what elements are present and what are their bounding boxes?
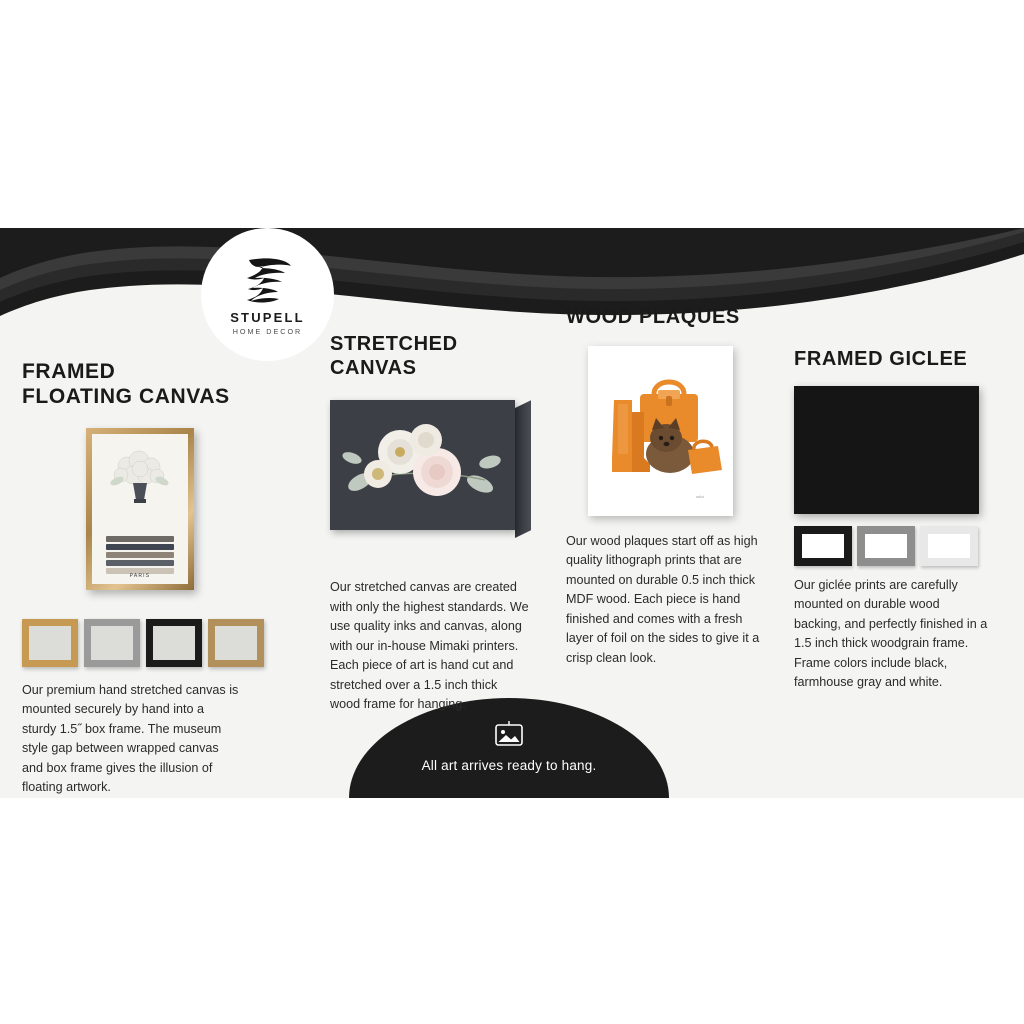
ready-to-hang-text: All art arrives ready to hang.: [421, 758, 597, 773]
plaque-face: [588, 346, 733, 516]
artwork-print: [799, 391, 974, 509]
header-wave-band: [0, 228, 1024, 348]
column-title: FRAMED GICLEE: [794, 348, 968, 370]
stretched-canvas-artwork: [330, 400, 535, 560]
white-roses-illustration: [330, 400, 515, 530]
wood-plaque-artwork: [566, 346, 766, 516]
black-frame-swatch: [146, 619, 202, 667]
canvas-side-edge: [515, 400, 531, 538]
brand-tagline: HOME DECOR: [232, 326, 303, 336]
column-description: Our wood plaques start off as high quality lithograph prints that are mounted on durable 0.5 inch thick MDF wood. Each piece is hand finished and comes with a fresh layer of foil on the sides to give it a crisp clean look.: [566, 533, 760, 665]
book-stack-illustration: [106, 536, 174, 570]
gold-frame-swatch: [22, 619, 78, 667]
artwork-canvas: [92, 434, 188, 584]
frame-color-swatches: [22, 619, 277, 667]
column-title: FRAMED FLOATING CANVAS: [22, 360, 230, 408]
column-stretched-canvas: [330, 333, 535, 715]
column-description: Our premium hand stretched canvas is mounted securely by hand into a sturdy 1.5˝ box frame. The museum style gap between wrapped canvas and box frame gives the illusion of floating artwork.: [22, 682, 239, 795]
canvas-face: [330, 400, 515, 530]
white-frame-swatch: [920, 526, 978, 566]
framed-picture-icon: [492, 720, 526, 748]
framed-floating-canvas-artwork: [22, 428, 277, 613]
column-description: Our stretched canvas are created with only the highest standards. We use quality inks and canvas, along with our in-house Mimaki printers. Each piece of art is hand cut and stretched over a 1.5 inch thick wood frame for hanging.: [330, 580, 529, 712]
farmhouse-gray-frame-swatch: [857, 526, 915, 566]
black-frame-swatch: [794, 526, 852, 566]
framed-giclee-artwork: [794, 386, 1004, 491]
dog-with-handbag-illustration: [588, 346, 733, 516]
column-title: WOOD PLAQUES: [566, 306, 740, 328]
product-construction-infographic: [0, 228, 1024, 798]
frame-color-swatches: [794, 526, 978, 566]
column-framed-giclee: [794, 348, 1004, 693]
gold-floating-frame: [86, 428, 194, 590]
gray-frame-swatch: [84, 619, 140, 667]
svg-text:artist: artist: [696, 493, 704, 499]
oak-frame-swatch: [208, 619, 264, 667]
column-title: STRETCHED CANVAS: [330, 333, 458, 379]
column-framed-floating-canvas: [22, 360, 277, 798]
column-wood-plaques: [566, 306, 766, 668]
brand-logo: [201, 228, 334, 361]
artwork-caption: PARIS: [129, 572, 151, 579]
black-picture-frame: [794, 386, 979, 514]
abstract-landscape-illustration: [799, 391, 974, 509]
stupell-swirl-logo-icon: [241, 254, 295, 306]
hydrangea-bouquet-illustration: [107, 450, 173, 512]
column-description: Our giclée prints are carefully mounted on durable wood backing, and perfectly finished in a 1.5 inch thick woodgrain frame. Frame colors include black, farmhouse gray and white.: [794, 577, 988, 690]
brand-name: STUPELL: [230, 309, 305, 325]
